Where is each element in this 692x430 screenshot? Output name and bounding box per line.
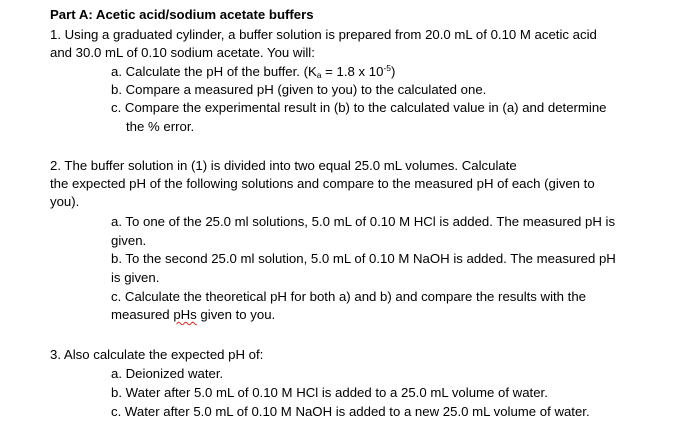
q3-item-c: c. Water after 5.0 mL of 0.10 M NaOH is added to a new 25.0 mL volume of water. xyxy=(111,404,590,419)
exponent-superscript: -5 xyxy=(383,63,392,73)
q3-item-a: a. Deionized water. xyxy=(111,366,224,381)
q2-intro-line2: the expected pH of the following solutions and compare to the measured pH of each (given to xyxy=(50,176,595,191)
q2-item-a-line1: a. To one of the 25.0 ml solutions, 5.0 mL of 0.10 M HCl is added. The measured pH is xyxy=(111,214,616,229)
q2-item-c-line2 xyxy=(111,306,275,324)
q1-intro-line2: and 30.0 mL of 0.10 sodium acetate. You will: xyxy=(50,45,315,60)
q1-item-b: b. Compare a measured pH (given to you) to the calculated one. xyxy=(111,82,487,97)
q2-item-b-line2: is given. xyxy=(111,270,160,285)
q2-c-measured: measured xyxy=(111,307,174,322)
q2-c-given: given to you. xyxy=(196,307,276,322)
q1-a-mid: = 1.8 x 10 xyxy=(321,64,384,79)
q2-intro-line1: 2. The buffer solution in (1) is divided into two equal 25.0 mL volumes. Calculate xyxy=(50,158,517,173)
part-title: Part A: Acetic acid/sodium acetate buffers xyxy=(50,7,314,22)
q3-intro: 3. Also calculate the expected pH of: xyxy=(50,347,264,362)
q1-intro-line1: 1. Using a graduated cylinder, a buffer solution is prepared from 20.0 mL of 0.10 M acetic acid xyxy=(50,27,597,42)
q1-item-a xyxy=(111,63,395,81)
q1-item-c-line1: c. Compare the experimental result in (b) to the calculated value in (a) and determine xyxy=(111,100,607,115)
ka-subscript: a xyxy=(316,70,322,80)
q1-a-close: ) xyxy=(391,64,396,79)
q2-item-c-line1: c. Calculate the theoretical pH for both a) and b) and compare the results with the xyxy=(111,289,587,304)
spellcheck-word: pHs xyxy=(173,307,197,322)
q2-item-a-line2: given. xyxy=(111,233,147,248)
q1-item-c-line2: the % error. xyxy=(126,119,195,134)
q2-item-b-line1: b. To the second 25.0 ml solution, 5.0 mL of 0.10 M NaOH is added. The measured pH xyxy=(111,251,616,266)
q1-a-text: a. Calculate the pH of the buffer. (K xyxy=(111,64,317,79)
q2-intro-line3: you). xyxy=(50,194,80,209)
q3-item-b: b. Water after 5.0 mL of 0.10 M HCl is added to a 25.0 mL volume of water. xyxy=(111,385,548,400)
